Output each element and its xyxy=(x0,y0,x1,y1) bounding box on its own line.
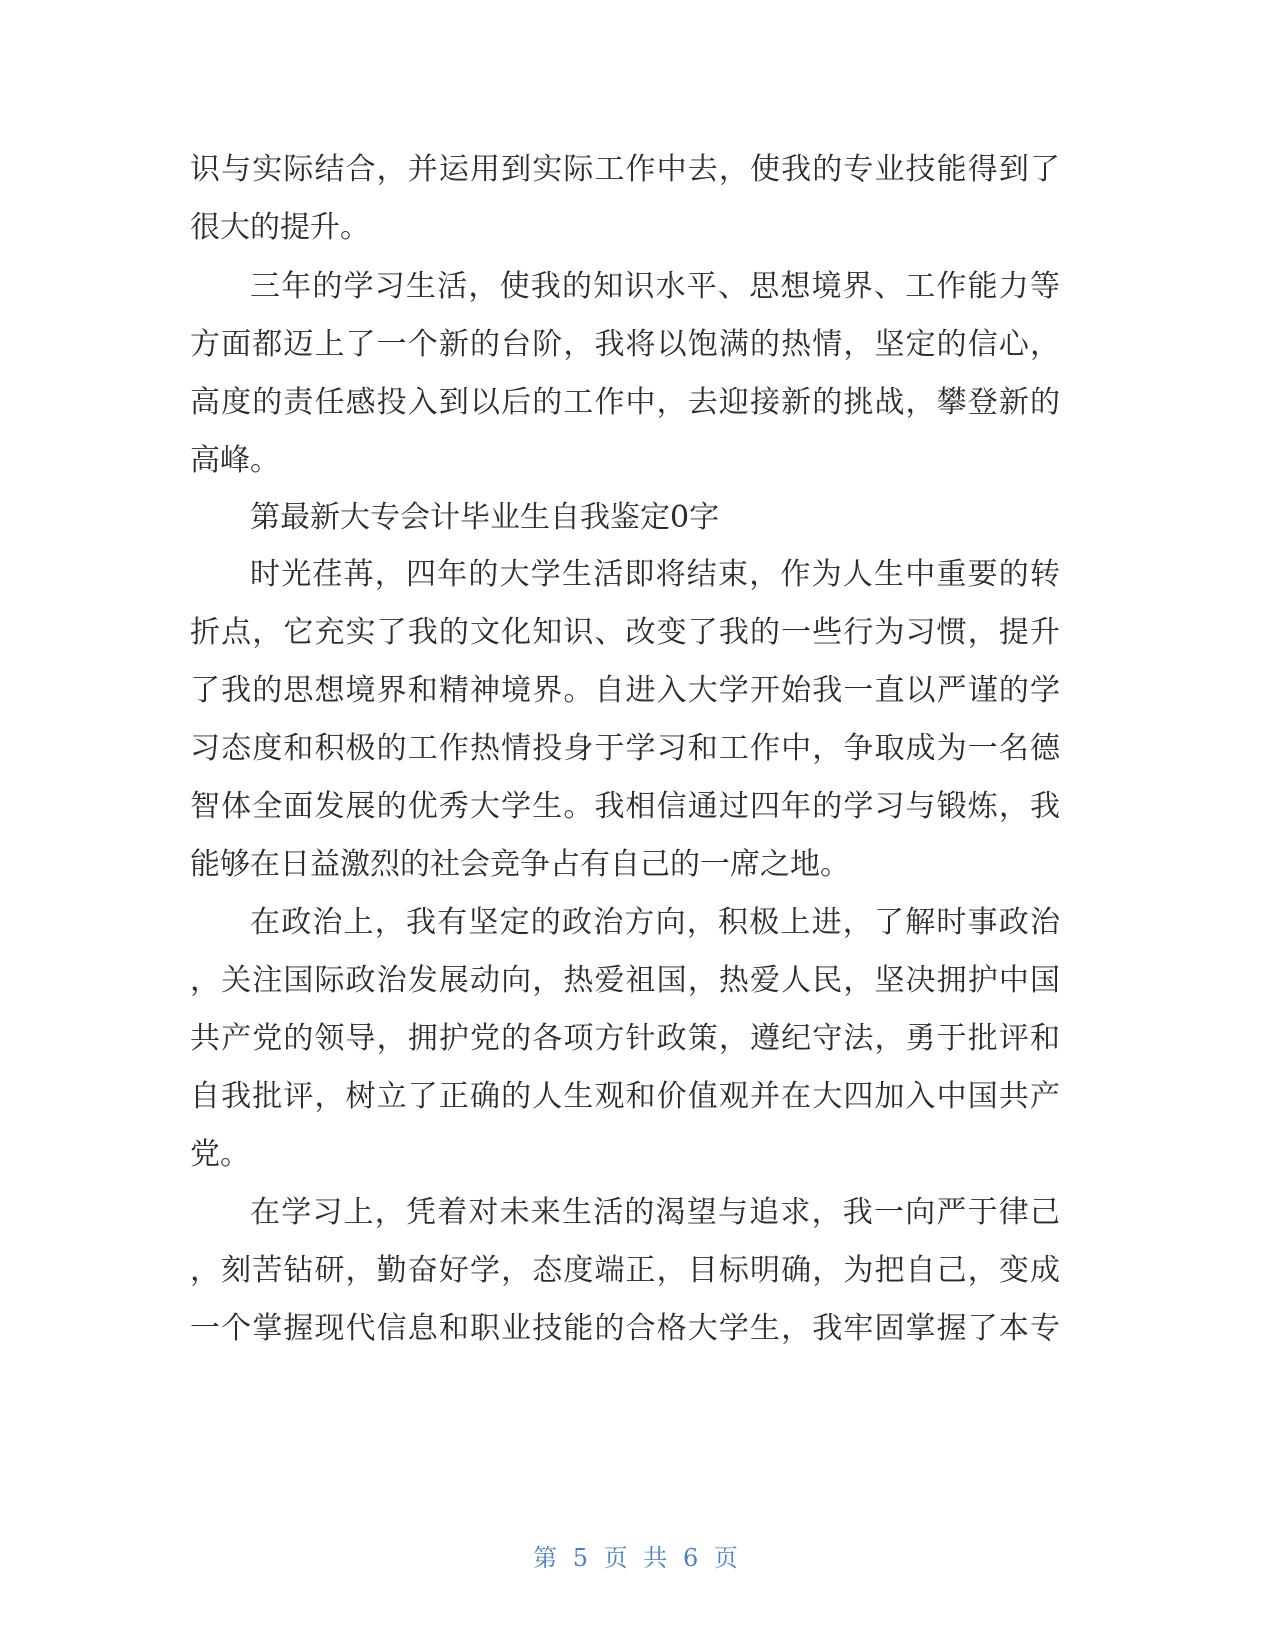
section-heading: 第最新大专会计毕业生自我鉴定0字 xyxy=(250,500,720,535)
text-line: 党。 xyxy=(190,1137,250,1172)
text-line: ，关注国际政治发展动向，热爱祖国，热爱人民，坚决拥护中国 xyxy=(190,963,1060,998)
text-line: 一个掌握现代信息和职业技能的合格大学生，我牢固掌握了本专 xyxy=(190,1311,1060,1346)
text-line: 高度的责任感投入到以后的工作中，去迎接新的挑战，攀登新的 xyxy=(190,385,1060,420)
text-line: 了我的思想境界和精神境界。自进入大学开始我一直以严谨的学 xyxy=(190,673,1060,708)
page-footer xyxy=(0,1538,1275,1573)
text-line: ，刻苦钻研，勤奋好学，态度端正，目标明确，为把自己，变成 xyxy=(190,1253,1060,1288)
paragraph-start: 时光荏苒，四年的大学生活即将结束，作为人生中重要的转 xyxy=(250,557,1060,592)
text-line: 折点，它充实了我的文化知识、改变了我的一些行为习惯，提升 xyxy=(190,615,1060,650)
paragraph-start: 在政治上，我有坚定的政治方向，积极上进，了解时事政治 xyxy=(250,905,1060,940)
text-line: 智体全面发展的优秀大学生。我相信通过四年的学习与锻炼，我 xyxy=(190,789,1060,824)
paragraph-start: 三年的学习生活，使我的知识水平、思想境界、工作能力等 xyxy=(250,269,1060,304)
text-line: 自我批评，树立了正确的人生观和价值观并在大四加入中国共产 xyxy=(190,1079,1060,1114)
page-number-label: 第 5 页 共 6 页 xyxy=(533,1544,742,1572)
text-line: 能够在日益激烈的社会竞争占有自己的一席之地。 xyxy=(190,847,850,882)
text-line: 识与实际结合，并运用到实际工作中去，使我的专业技能得到了 xyxy=(190,152,1060,187)
paragraph-start: 在学习上，凭着对未来生活的渴望与追求，我一向严于律己 xyxy=(250,1195,1060,1230)
text-line: 很大的提升。 xyxy=(190,210,370,245)
text-line: 高峰。 xyxy=(190,443,280,478)
text-line: 习态度和积极的工作热情投身于学习和工作中，争取成为一名德 xyxy=(190,731,1060,766)
text-line: 方面都迈上了一个新的台阶，我将以饱满的热情，坚定的信心， xyxy=(190,327,1060,362)
text-line: 共产党的领导，拥护党的各项方针政策，遵纪守法，勇于批评和 xyxy=(190,1021,1060,1056)
